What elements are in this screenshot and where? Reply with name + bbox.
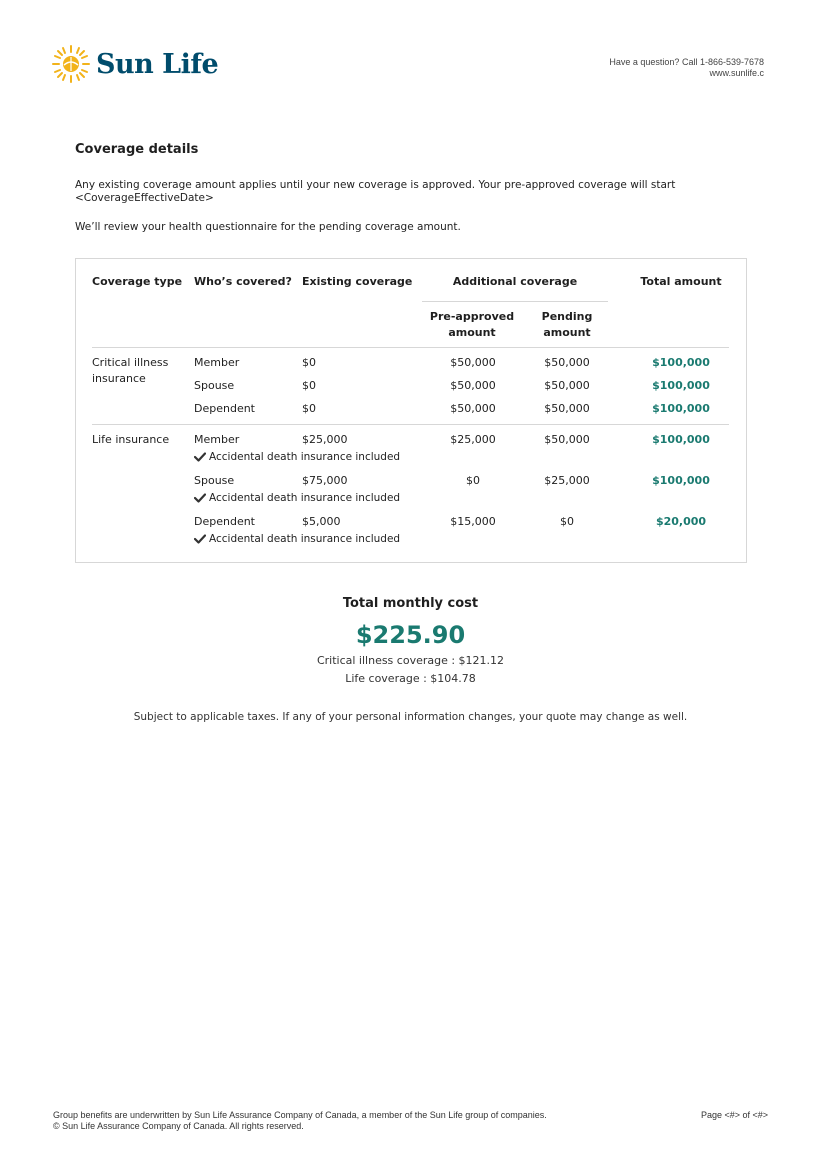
accidental-death-note [194, 451, 400, 463]
existing-coverage: $25,000 [302, 433, 348, 446]
total-amount: $100,000 [652, 379, 710, 392]
life-coverage-cost: Life coverage : $104.78 [345, 672, 476, 685]
group-divider [92, 424, 729, 425]
who-covered: Spouse [194, 379, 235, 392]
contact-website[interactable]: www.sunlife.c [709, 68, 764, 78]
header-pending-line1: Pending [541, 310, 593, 323]
note-text: Accidental death insurance included [209, 492, 401, 504]
who-covered: Member [194, 356, 240, 369]
who-covered: Dependent [194, 402, 255, 415]
existing-coverage: $0 [302, 379, 316, 392]
total-monthly-cost-title: Total monthly cost [342, 596, 479, 611]
preapproved-amount: $50,000 [450, 379, 496, 392]
preapproved-amount: $15,000 [450, 515, 496, 528]
header-preapproved-line2: amount [448, 326, 496, 339]
pending-amount: $50,000 [544, 379, 590, 392]
header-bottom-divider [92, 347, 729, 348]
preapproved-amount: $50,000 [450, 356, 496, 369]
existing-coverage: $0 [302, 402, 316, 415]
preapproved-amount: $25,000 [450, 433, 496, 446]
contact-info [609, 57, 764, 79]
tax-disclaimer: Subject to applicable taxes. If any of your personal information changes, your quote may change as well. [133, 711, 688, 723]
pending-amount: $50,000 [544, 356, 590, 369]
header-whos-covered: Who’s covered? [194, 275, 292, 288]
coverage-type-life-insurance: Life insurance [92, 433, 170, 446]
note-text: Accidental death insurance included [209, 451, 401, 463]
header-total-amount: Total amount [640, 275, 722, 288]
who-covered: Member [194, 433, 240, 446]
header-divider [422, 301, 608, 302]
header-preapproved-amount [427, 309, 517, 341]
pending-amount: $50,000 [544, 433, 590, 446]
existing-coverage: $5,000 [302, 515, 341, 528]
total-amount: $20,000 [655, 515, 707, 528]
footer-legal [53, 1110, 547, 1132]
checkmark-icon [194, 493, 206, 503]
page-title: Coverage details [75, 142, 199, 157]
header-existing-coverage: Existing coverage [302, 275, 413, 288]
accidental-death-note [194, 533, 400, 545]
footer-line2: © Sun Life Assurance Company of Canada. All rights reserved. [53, 1121, 304, 1131]
existing-coverage: $75,000 [302, 474, 348, 487]
logo-text: Sun Life [96, 48, 219, 80]
sun-logo-icon [52, 45, 90, 83]
header-coverage-type: Coverage type [92, 275, 183, 288]
preapproved-amount: $0 [466, 474, 480, 487]
existing-coverage: $0 [302, 356, 316, 369]
total-amount: $100,000 [652, 474, 710, 487]
coverage-table [75, 258, 747, 563]
coverage-type-line1: Critical illness [92, 356, 169, 369]
note-text: Accidental death insurance included [209, 533, 401, 545]
total-amount: $100,000 [652, 356, 710, 369]
critical-illness-cost: Critical illness coverage : $121.12 [316, 654, 505, 667]
total-amount: $100,000 [652, 402, 710, 415]
pending-amount: $50,000 [544, 402, 590, 415]
header-pending-line2: amount [543, 326, 591, 339]
header-additional-coverage: Additional coverage [452, 275, 578, 288]
who-covered: Spouse [194, 474, 235, 487]
pending-amount: $25,000 [544, 474, 590, 487]
footer-line1: Group benefits are underwritten by Sun Life Assurance Company of Canada, a member of the Sun Life group of companies. [53, 1110, 547, 1120]
total-monthly-cost-amount: $225.90 [355, 621, 466, 649]
coverage-type-critical-illness [92, 356, 168, 386]
who-covered: Dependent [194, 515, 255, 528]
intro-paragraph: Any existing coverage amount applies until your new coverage is approved. Your pre-approved coverage will start <CoverageEffectiveDate> [75, 179, 676, 204]
page-number: Page <#> of <#> [700, 1110, 768, 1120]
checkmark-icon [194, 534, 206, 544]
accidental-death-note [194, 492, 400, 504]
preapproved-amount: $50,000 [450, 402, 496, 415]
contact-phone: Have a question? Call 1-866-539-7678 [609, 57, 764, 67]
review-paragraph: We’ll review your health questionnaire for the pending coverage amount. [75, 221, 461, 233]
header-preapproved-line1: Pre-approved [429, 310, 515, 323]
sun-life-logo [52, 45, 218, 83]
total-amount: $100,000 [652, 433, 710, 446]
pending-amount: $0 [560, 515, 574, 528]
header-pending-amount [522, 309, 612, 341]
checkmark-icon [194, 452, 206, 462]
coverage-type-line2: insurance [92, 372, 146, 385]
